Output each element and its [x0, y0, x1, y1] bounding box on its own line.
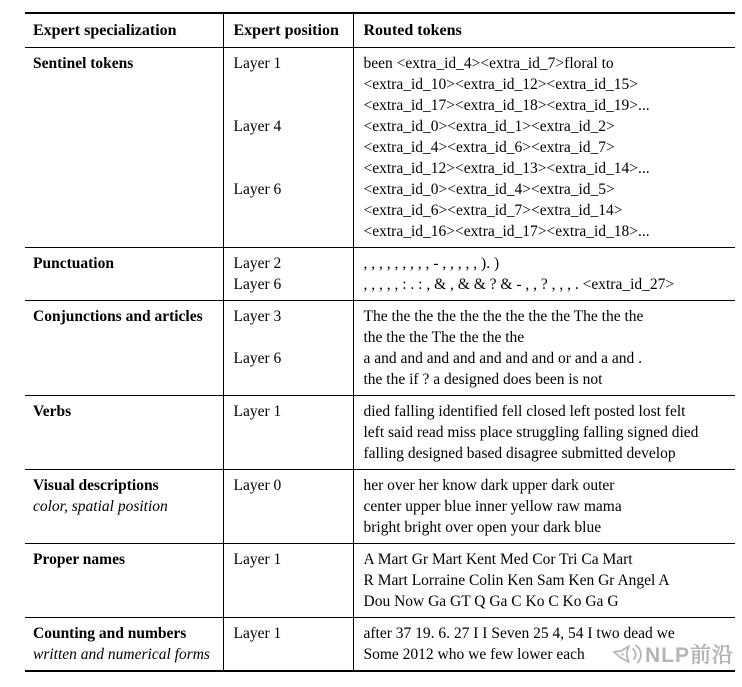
table-row: [25, 248, 735, 301]
token-line: after 37 19. 6. 27 I I Seven 25 4, 54 I two dead we: [363, 625, 675, 642]
tokens-cell: [353, 48, 735, 248]
layer-label: Layer 0: [233, 477, 282, 494]
table-row: [25, 396, 735, 470]
specialization-label: Counting and numbers: [33, 625, 187, 642]
expert-specialization-table: [25, 12, 735, 672]
layer-label: Layer 2: [233, 255, 282, 272]
token-line: , , , , , , , , , - , , , , , ). ): [363, 255, 500, 272]
token-line: her over her know dark upper dark outer: [363, 477, 615, 494]
layer-entry: [234, 179, 353, 242]
layer-entry: [234, 274, 353, 295]
token-line: <extra_id_6><extra_id_7><extra_id_14>: [363, 202, 623, 219]
token-line: <extra_id_17><extra_id_18><extra_id_19>...: [363, 97, 650, 114]
specialization-label: Visual descriptions: [33, 477, 159, 494]
specialization-cell: [25, 544, 223, 618]
layer-label: Layer 1: [233, 403, 282, 420]
layer-cell: [223, 470, 353, 544]
token-line: <extra_id_10><extra_id_12><extra_id_15>: [363, 76, 639, 93]
token-line: bright bright over open your dark blue: [363, 519, 602, 536]
specialization-cell: [25, 396, 223, 470]
specialization-subtitle: written and numerical forms: [33, 646, 210, 663]
token-line: Some 2012 who we few lower each: [363, 646, 585, 663]
layer-label: Layer 1: [233, 55, 282, 72]
layer-cell: [223, 48, 353, 248]
layer-label: Layer 1: [233, 551, 282, 568]
table-row: [25, 618, 735, 672]
specialization-subtitle: color, spatial position: [33, 498, 168, 515]
specialization-cell: [25, 618, 223, 672]
token-line: The the the the the the the the the The the the: [363, 308, 644, 325]
layer-label: Layer 6: [233, 181, 282, 198]
token-line: , , , , , : . : , & , & & ? & - , , ? , , , . <extra_id_27>: [363, 276, 675, 293]
token-line: left said read miss place struggling falling signed died: [363, 424, 699, 441]
layer-entry: [234, 549, 353, 612]
token-line: A Mart Gr Mart Kent Med Cor Tri Ca Mart: [363, 551, 633, 568]
layer-entry: [234, 53, 353, 116]
tokens-cell: [353, 396, 735, 470]
layer-entry: [234, 623, 353, 665]
layer-entry: [234, 401, 353, 464]
token-line: been <extra_id_4><extra_id_7>floral to: [363, 55, 614, 72]
watermark-text: NLP前沿: [645, 644, 734, 667]
tokens-cell: [353, 618, 735, 672]
token-line: died falling identified fell closed left posted lost felt: [363, 403, 686, 420]
header-expert-specialization: Expert specialization: [25, 13, 223, 48]
table-row: [25, 48, 735, 248]
specialization-cell: [25, 301, 223, 396]
table-row: [25, 301, 735, 396]
table-container: [25, 12, 735, 672]
token-line: <extra_id_0><extra_id_4><extra_id_5>: [363, 181, 615, 198]
token-line: <extra_id_12><extra_id_13><extra_id_14>...: [363, 160, 650, 177]
layer-cell: [223, 301, 353, 396]
specialization-cell: [25, 470, 223, 544]
specialization-label: Conjunctions and articles: [33, 308, 203, 325]
header-row: [25, 13, 735, 48]
layer-entry: [234, 306, 353, 348]
table-header: [25, 13, 735, 48]
token-line: <extra_id_16><extra_id_17><extra_id_18>...: [363, 223, 650, 240]
header-expert-position: Expert position: [223, 13, 353, 48]
layer-label: Layer 6: [233, 350, 282, 367]
tokens-cell: [353, 301, 735, 396]
layer-cell: [223, 544, 353, 618]
layer-label: Layer 3: [233, 308, 282, 325]
token-line: the the if ? a designed does been is not: [363, 371, 603, 388]
specialization-label: Proper names: [33, 551, 125, 568]
token-line: a and and and and and and and or and a and .: [363, 350, 642, 367]
layer-label: Layer 6: [233, 276, 282, 293]
tokens-cell: [353, 248, 735, 301]
header-routed-tokens: Routed tokens: [353, 13, 735, 48]
token-line: <extra_id_4><extra_id_6><extra_id_7>: [363, 139, 615, 156]
layer-entry: [234, 348, 353, 390]
token-line: center upper blue inner yellow raw mama: [363, 498, 622, 515]
token-line: R Mart Lorraine Colin Ken Sam Ken Gr Angel A: [363, 572, 670, 589]
table-row: [25, 470, 735, 544]
tokens-cell: [353, 544, 735, 618]
layer-entry: [234, 116, 353, 179]
table-row: [25, 544, 735, 618]
layer-cell: [223, 396, 353, 470]
token-line: <extra_id_0><extra_id_1><extra_id_2>: [363, 118, 615, 135]
token-line: the the the The the the the: [363, 329, 525, 346]
layer-label: Layer 4: [233, 118, 282, 135]
token-line: Dou Now Ga GT Q Ga C Ko C Ko Ga G: [363, 593, 619, 610]
layer-cell: [223, 248, 353, 301]
layer-cell: [223, 618, 353, 672]
specialization-label: Sentinel tokens: [33, 55, 134, 72]
specialization-label: Punctuation: [33, 255, 114, 272]
specialization-cell: [25, 48, 223, 248]
table-body: [25, 48, 735, 672]
specialization-cell: [25, 248, 223, 301]
layer-label: Layer 1: [233, 625, 282, 642]
layer-entry: [234, 475, 353, 538]
token-line: falling designed based disagree submitted develop: [363, 445, 676, 462]
specialization-label: Verbs: [33, 403, 72, 420]
layer-entry: [234, 253, 353, 274]
tokens-cell: [353, 470, 735, 544]
